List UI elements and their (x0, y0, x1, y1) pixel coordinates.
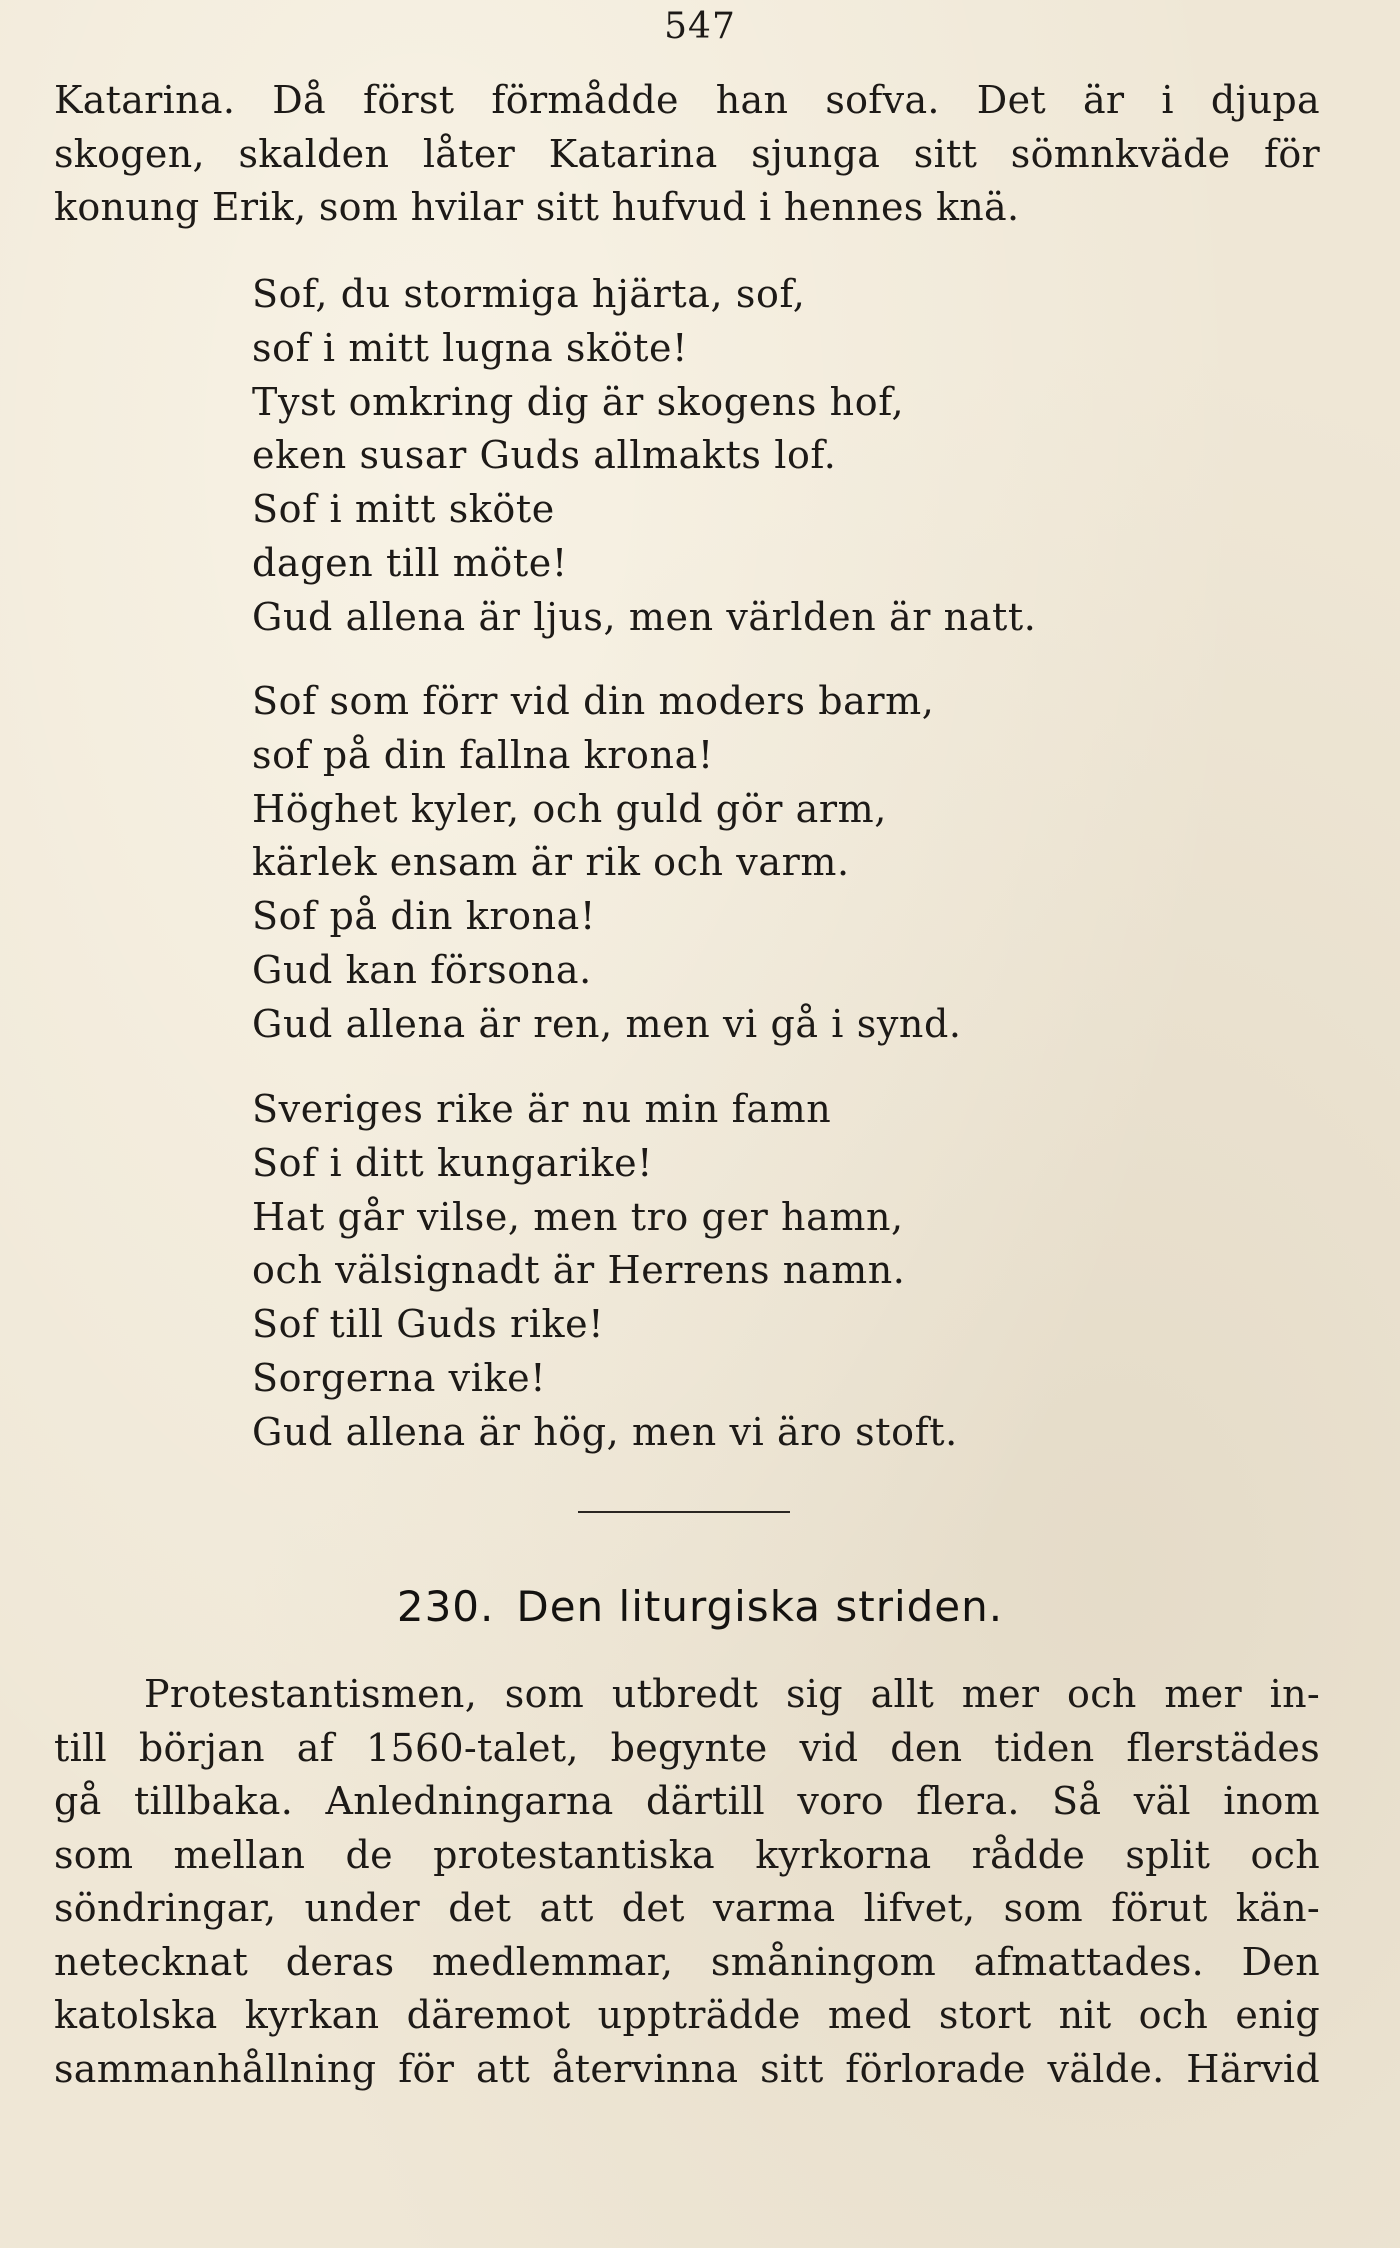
poem-verse: sof i mitt lugna sköte! (252, 325, 688, 370)
poem-verse: Gud allena är ren, men vi gå i synd. (252, 1001, 962, 1046)
poem-verse: Sof till Guds rike! (252, 1302, 605, 1347)
intro-paragraph (54, 74, 1320, 235)
section-title: Den liturgiska striden. (516, 1582, 1004, 1631)
text-line: netecknat deras medlemmar, småningom afmattades. Den (54, 1939, 1320, 1984)
poem-stanza-3 (252, 1083, 1252, 1460)
poem-verse: Hat går vilse, men tro ger hamn, (252, 1194, 904, 1239)
poem-verse: Gud allena är hög, men vi äro stoft. (252, 1409, 958, 1454)
poem-stanza-2 (252, 675, 1252, 1052)
poem-verse: Sof i ditt kungarike! (252, 1140, 654, 1185)
poem-verse: kärlek ensam är rik och varm. (252, 840, 850, 885)
poem-verse: Sof som förr vid din moders barm, (252, 679, 935, 723)
text-line: katolska kyrkan däremot uppträdde med stort nit och enig (54, 1993, 1320, 2037)
poem-verse: Sof på din krona! (252, 894, 596, 939)
poem-verse: Tyst omkring dig är skogens hof, (252, 379, 905, 424)
poem-verse: Höghet kyler, och guld gör arm, (252, 786, 887, 831)
poem-stanza-1 (252, 268, 1252, 645)
poem-verse: sof på din fallna krona! (252, 732, 714, 777)
poem-verse: Gud allena är ljus, men världen är natt. (252, 594, 1037, 639)
poem-verse: Sorgerna vike! (252, 1355, 547, 1400)
text-line: sammanhållning för att återvinna sitt förlorade välde. Härvid (54, 2046, 1320, 2091)
poem-verse: eken susar Guds allmakts lof. (252, 433, 837, 478)
text-line: Protestantismen, som utbredt sig allt mer och mer in- (144, 1672, 1320, 1716)
poem-verse: Gud kan försona. (252, 947, 592, 992)
text-line: som mellan de protestantiska kyrkorna rådde split och (54, 1832, 1320, 1877)
text-line: Katarina. Då först förmådde han sofva. Det är i djupa (54, 78, 1320, 122)
text-line: gå tillbaka. Anledningarna därtill voro flera. Så väl inom (54, 1779, 1320, 1823)
text-line: söndringar, under det att det varma lifvet, som förut kän- (54, 1886, 1320, 1930)
section-heading (0, 1582, 1400, 1631)
poem-verse: Sof, du stormiga hjärta, sof, (252, 272, 806, 316)
poem-verse: dagen till möte! (252, 540, 568, 585)
page-number: 547 (664, 6, 736, 47)
poem-verse: Sof i mitt sköte (252, 487, 555, 532)
section-divider (578, 1511, 790, 1513)
body-paragraph (54, 1668, 1320, 2096)
poem-verse: Sveriges rike är nu min famn (252, 1087, 832, 1131)
text-line: konung Erik, som hvilar sitt hufvud i hennes knä. (54, 185, 1020, 229)
text-line: skogen, skalden låter Katarina sjunga sitt sömnkväde för (54, 131, 1320, 176)
poem-verse: och välsignadt är Herrens namn. (252, 1248, 906, 1293)
section-number: 230. (396, 1582, 495, 1631)
text-line: till början af 1560-talet, begynte vid den tiden flerstädes (54, 1725, 1320, 1770)
